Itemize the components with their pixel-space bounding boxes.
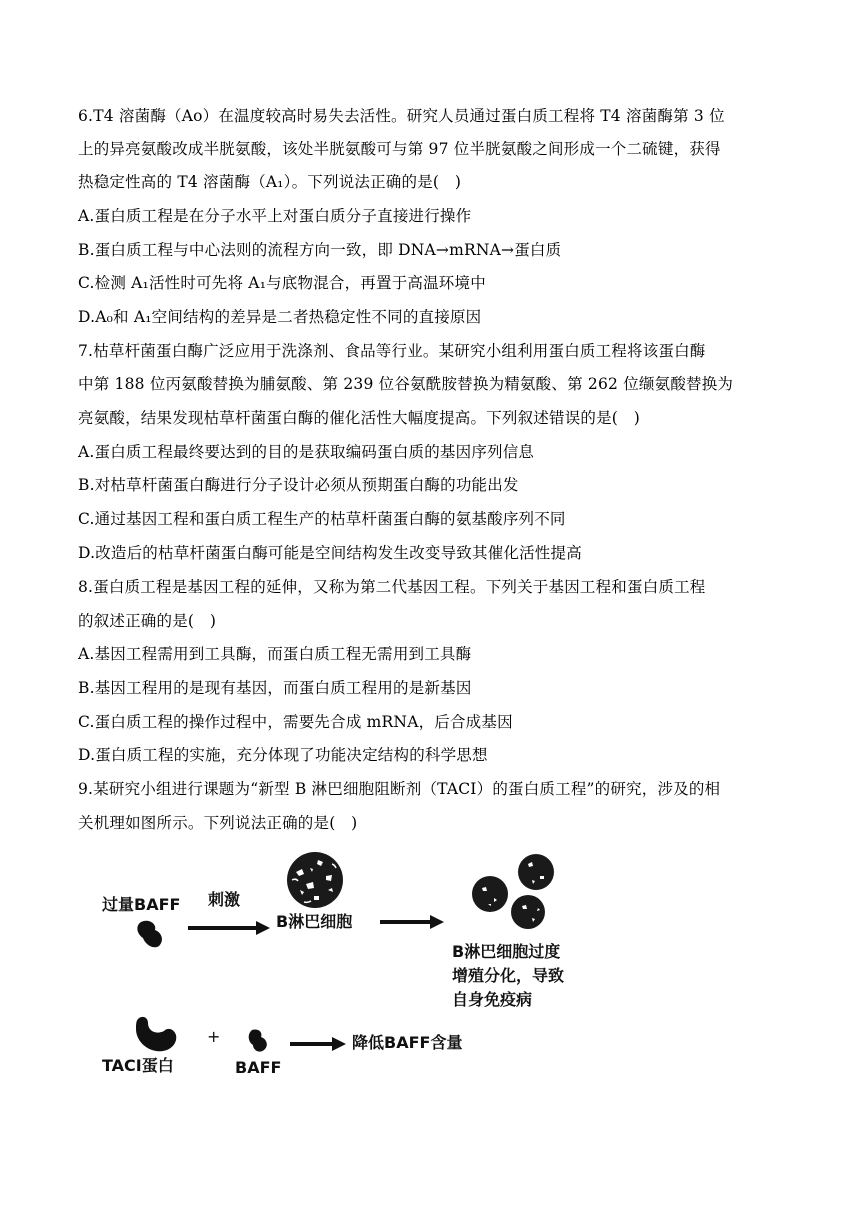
stimulate-arrow-icon <box>188 920 270 936</box>
b-cell-label: B淋巴细胞 <box>276 912 353 931</box>
q7-option-c: C.通过基因工程和蛋白质工程生产的枯草杆菌蛋白酶的氨基酸序列不同 <box>78 510 566 528</box>
q7-stem-line-2: 中第 188 位丙氨酸替换为脯氨酸、第 239 位谷氨酰胺替换为精氨酸、第 262 位缬氨酸替换为 <box>78 375 734 393</box>
taci-protein-icon <box>134 1015 180 1055</box>
excess-baff-label: 过量BAFF <box>102 895 181 914</box>
q6-stem-line-3: 热稳定性高的 T4 溶菌酶（A₁）。下列说法正确的是( ) <box>78 173 462 191</box>
outcome-line-3: 自身免疫病 <box>452 990 533 1009</box>
q7-option-a: A.蛋白质工程最终要达到的目的是获取编码蛋白质的基因序列信息 <box>78 443 535 461</box>
q7-option-b: B.对枯草杆菌蛋白酶进行分子设计必须从预期蛋白酶的功能出发 <box>78 476 519 494</box>
q8-stem-line-1: 8.蛋白质工程是基因工程的延伸，又称为第二代基因工程。下列关于基因工程和蛋白质工程 <box>78 578 706 596</box>
q8-option-a: A.基因工程需用到工具酶，而蛋白质工程无需用到工具酶 <box>78 645 472 663</box>
q8-option-c: C.蛋白质工程的操作过程中，需要先合成 mRNA，后合成基因 <box>78 713 513 731</box>
outcome-line-2: 增殖分化，导致 <box>452 966 565 985</box>
b-lymphocyte-icon <box>284 850 346 910</box>
q9-stem-line-1: 9.某研究小组进行课题为“新型 B 淋巴细胞阻断剂（TACI）的蛋白质工程”的研究，涉及的相 <box>78 780 721 798</box>
stimulate-label: 刺激 <box>208 890 241 909</box>
q7-stem-line-1: 7.枯草杆菌蛋白酶广泛应用于洗涤剂、食品等行业。某研究小组利用蛋白质工程将该蛋白酶 <box>78 342 706 360</box>
proliferation-arrow-icon <box>380 914 444 930</box>
q8-option-d: D.蛋白质工程的实施，充分体现了功能决定结构的科学思想 <box>78 746 488 764</box>
proliferated-cells-icon <box>468 850 568 932</box>
taci-protein-label: TACI蛋白 <box>102 1056 174 1075</box>
q8-stem-line-2: 的叙述正确的是( ) <box>78 612 217 630</box>
outcome-line-1: B淋巴细胞过度 <box>452 942 561 961</box>
q6-option-a: A.蛋白质工程是在分子水平上对蛋白质分子直接进行操作 <box>78 207 472 225</box>
q8-option-b: B.基因工程用的是现有基因，而蛋白质工程用的是新基因 <box>78 679 472 697</box>
baff-molecule-icon <box>135 918 169 950</box>
q6-option-b: B.蛋白质工程与中心法则的流程方向一致，即 DNA→mRNA→蛋白质 <box>78 241 562 259</box>
plus-sign: + <box>207 1027 221 1046</box>
q7-option-d: D.改造后的枯草杆菌蛋白酶可能是空间结构发生改变导致其催化活性提高 <box>78 544 582 562</box>
baff-small-icon <box>247 1028 271 1054</box>
q6-stem-line-2: 上的异亮氨酸改成半胱氨酸，该处半胱氨酸可与第 97 位半胱氨酸之间形成一个二硫键，获得 <box>78 140 721 158</box>
q9-stem-line-2: 关机理如图所示。下列说法正确的是( ) <box>78 814 358 832</box>
q6-stem-line-1: 6.T4 溶菌酶（Ao）在温度较高时易失去活性。研究人员通过蛋白质工程将 T4 溶菌酶第 3 位 <box>78 107 725 125</box>
reduce-arrow-icon <box>290 1036 346 1052</box>
mechanism-figure <box>90 840 610 1090</box>
q7-stem-line-3: 亮氨酸，结果发现枯草杆菌蛋白酶的催化活性大幅度提高。下列叙述错误的是( ) <box>78 409 640 427</box>
q6-option-c: C.检测 A₁活性时可先将 A₁与底物混合，再置于高温环境中 <box>78 274 486 292</box>
q6-option-d: D.A₀和 A₁空间结构的差异是二者热稳定性不同的直接原因 <box>78 308 482 326</box>
reduce-baff-label: 降低BAFF含量 <box>352 1033 463 1052</box>
baff-label: BAFF <box>235 1058 282 1077</box>
